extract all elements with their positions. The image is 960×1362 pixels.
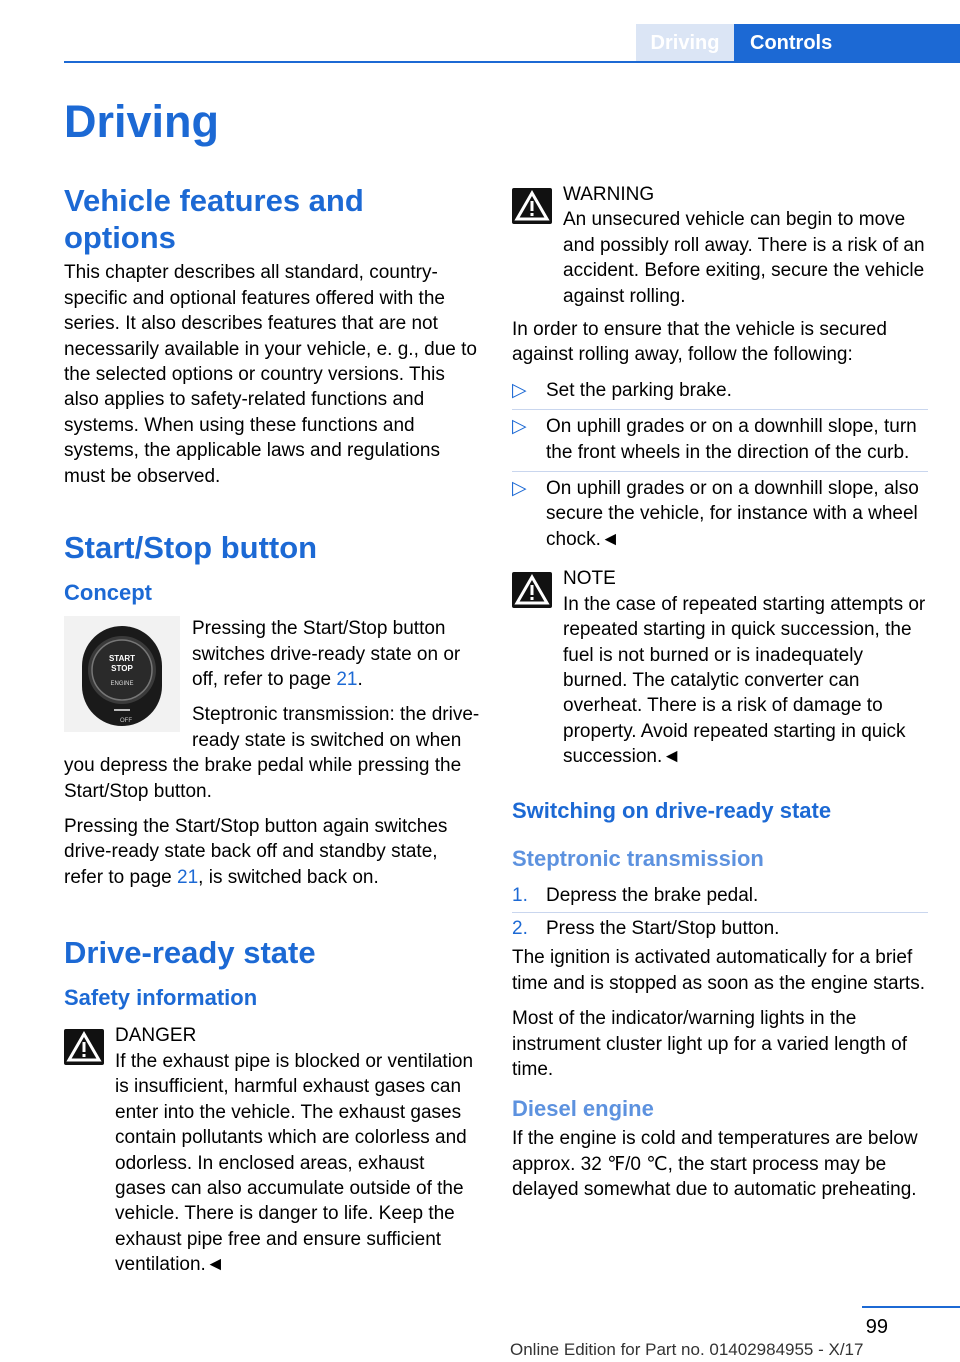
indicator-text: Most of the indicator/warning lights in the instrument cluster light up for a varied length of time. xyxy=(512,1008,907,1080)
danger-box xyxy=(64,1023,480,1277)
page-link-21-b[interactable]: 21 xyxy=(177,866,199,888)
left-column xyxy=(64,182,480,1286)
bullet-marker-icon: ▷ xyxy=(512,416,527,438)
concept-p3: Pressing the Start/Stop button again switches drive-ready state back off and standby state, refer to page 21, is switched back on. xyxy=(64,816,448,888)
warning-label: WARNING xyxy=(563,184,655,205)
list-item: 1. Depress the brake pedal. xyxy=(512,884,759,906)
steps-list xyxy=(512,880,928,946)
page-link-21[interactable]: 21 xyxy=(336,669,358,691)
secure-bullet-list xyxy=(512,374,928,558)
note-box xyxy=(512,566,928,769)
concept-p2: Steptronic transmission: the drive-ready state is switched on when you depress the brake pedal while pressing the Start/Stop button. xyxy=(64,704,480,802)
bullet-marker-icon: ▷ xyxy=(512,478,527,500)
page-title: Driving xyxy=(64,96,220,147)
warning-box xyxy=(512,182,928,309)
danger-text: If the exhaust pipe is blocked or ventilation is insufficient, harmful exhaust gases can enter into the vehicle. The exhaust gases contain pollutants which are colorless and odorless. In enclosed areas, exhaust gases can also accumulate outside of the vehicle. There is danger to life. Keep the exhaust pipe free and ensure sufficient ventilation.◄ xyxy=(115,1050,474,1276)
tab-controls[interactable]: Controls xyxy=(734,24,960,62)
note-text: In the case of repeated starting attempts or repeated starting in quick succession, the fuel is not burned or is inadequately burned. The catalytic converter can overheat. There is a risk of damage to property. Avoid repeated starting in quick succession.◄ xyxy=(563,593,926,768)
drive-ready-heading: Drive-ready state xyxy=(64,935,316,971)
steptronic-heading: Steptronic transmission xyxy=(512,845,764,871)
list-item: ▷ On uphill grades or on a downhill slope, also secure the vehicle, for instance with a wheel chock.◄ xyxy=(512,471,928,558)
start-stop-button-image xyxy=(64,616,180,732)
note-label: NOTE xyxy=(563,568,616,590)
top-nav xyxy=(636,24,960,62)
ignition-text: The ignition is activated automatically for a brief time and is stopped as soon as the engine starts. xyxy=(512,947,925,994)
concept-heading: Concept xyxy=(64,580,152,606)
safety-info-heading: Safety information xyxy=(64,985,258,1011)
secure-intro: In order to ensure that the vehicle is secured against rolling away, follow the following: xyxy=(512,319,887,366)
img-label-engine: ENGINE xyxy=(110,681,134,688)
note-triangle-icon xyxy=(512,572,552,608)
img-label-stop: STOP xyxy=(111,664,133,674)
list-item: ▷ Set the parking brake. xyxy=(512,374,928,409)
diesel-heading: Diesel engine xyxy=(512,1096,654,1122)
img-label-start: START xyxy=(108,654,136,664)
bullet-marker-icon: ▷ xyxy=(512,379,527,401)
start-stop-illustration xyxy=(64,616,180,732)
danger-label: DANGER xyxy=(115,1025,197,1047)
danger-warning-icon xyxy=(64,1029,104,1065)
warning-text: An unsecured vehicle can begin to move and possibly roll away. There is a risk of an accident. Before exiting, secure the vehicle against rolling. xyxy=(563,209,925,307)
right-column xyxy=(512,182,928,1213)
img-label-off: OFF xyxy=(120,718,132,725)
switching-heading: Switching on drive-ready state xyxy=(512,797,832,823)
vehicle-features-heading: Vehicle features and options xyxy=(64,183,364,256)
header-rule xyxy=(64,61,960,63)
concept-p1: Pressing the Start/Stop button switches drive-ready state on or off, refer to page 21. xyxy=(192,618,461,691)
footer-rule xyxy=(862,1306,960,1308)
vehicle-features-text: This chapter describes all standard, country-specific and optional features offered with the series. It also describes features that are not necessarily available in your vehicle, e. g., due to the selected options or country versions. This also applies to safety-related functions and systems. When using these functions and systems, the applicable laws and regulations must be observed. xyxy=(64,262,477,487)
edition-note: Online Edition for Part no. 01402984955 - X/17 xyxy=(510,1340,864,1359)
list-item: 2. Press the Start/Stop button. xyxy=(512,912,928,945)
page-number: 99 xyxy=(865,1316,888,1338)
warning-triangle-icon xyxy=(512,188,552,224)
list-item: ▷ On uphill grades or on a downhill slope, turn the front wheels in the direction of the curb. xyxy=(512,409,928,471)
diesel-text: If the engine is cold and temperatures are below approx. 32 ℉/0 ℃, the start process may be delayed somewhat due to automatic preheating. xyxy=(512,1128,918,1201)
tab-driving[interactable]: Driving xyxy=(636,24,734,62)
start-stop-heading: Start/Stop button xyxy=(64,530,318,566)
